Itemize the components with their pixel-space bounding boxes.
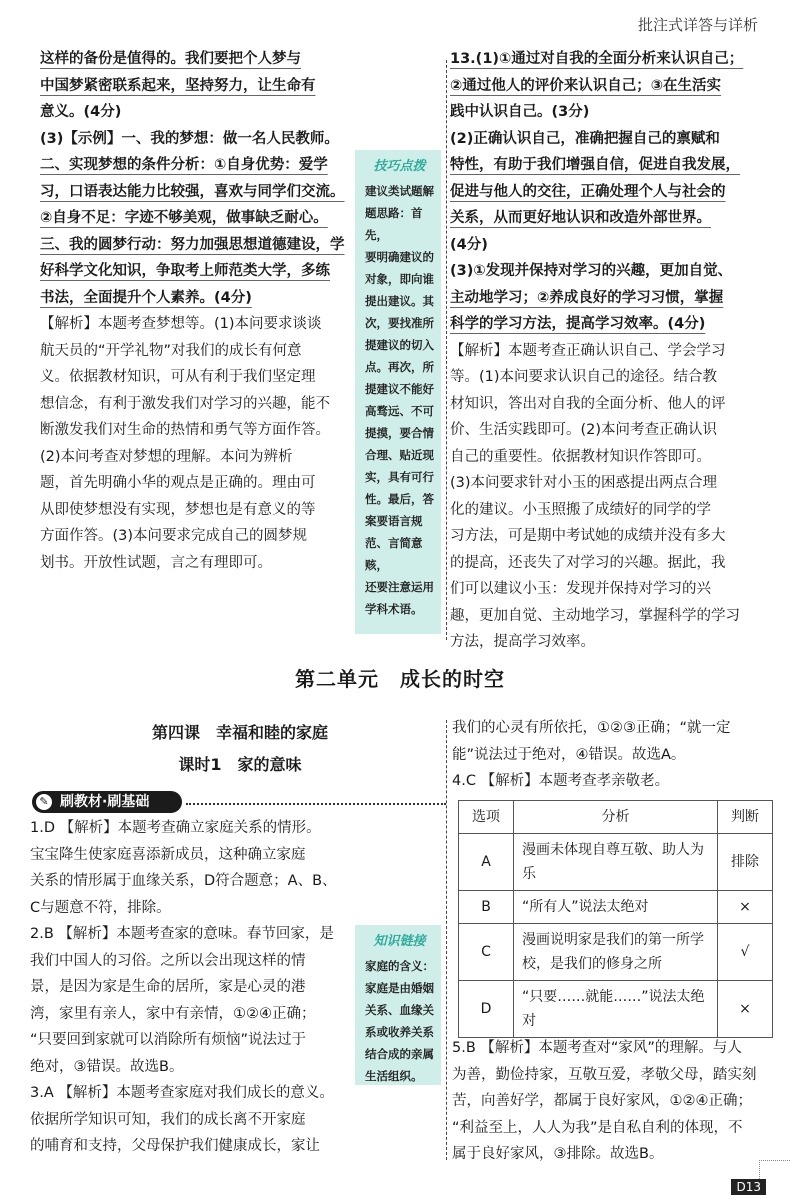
banner-label: 刷教材·刷基础	[60, 794, 150, 810]
answer-line: 主动地学习；②养成良好的学习习惯，掌握	[450, 289, 724, 306]
table-cell: B	[459, 891, 514, 924]
analysis-table	[458, 800, 773, 1038]
analysis-line: 方法，提高学习效率。	[450, 634, 595, 650]
answer-line: 绝对，③错误。故选B。	[30, 1058, 184, 1075]
lesson-subtitle: 课时1 家的意味	[178, 755, 302, 774]
answer-line: 13.(1)①通过对自我的全面分析来认识自己；	[450, 51, 744, 67]
tip-line: 范、言简意赅，	[365, 536, 423, 572]
knowledge-line: 结合成的亲属	[365, 1047, 434, 1061]
answer-line: 2.B 【解析】本题考查家的意味。春节回家，是	[30, 926, 334, 942]
analysis-line: 材知识，答出对自我的全面分析、他人的评	[450, 395, 726, 412]
answer-line: 依据所学知识可知，我们的成长离不开家庭	[30, 1111, 306, 1128]
answer-line: “利益至上，人人为我”是自私自利的体现，不	[452, 1119, 743, 1136]
table-cell: C	[459, 924, 514, 981]
analysis-line: 【解析】本题考查正确认识自己、学会学习	[450, 342, 726, 359]
table-header: 判断	[718, 801, 773, 834]
tip-line: 提摸，要合情	[365, 426, 434, 440]
analysis-line: 义。依据教材知识，可从有利于我们坚定理	[40, 369, 316, 385]
tip-line: 点。再次，所	[365, 360, 434, 374]
analysis-line: 断激发我们对生命的热情和勇气等方面作答。	[40, 422, 330, 438]
table-cell: 排除	[718, 834, 773, 891]
tip-line: 学科术语。	[365, 602, 423, 616]
table-cell: 漫画说明家是我们的第一所学校，是我们的修身之所	[514, 924, 718, 981]
table-header-row	[459, 801, 773, 834]
answer-line: 好科学文化知识，争取考上师范类大学，多练	[40, 263, 330, 279]
answer-line: 景，是因为家是生命的居所，家是心灵的港	[30, 979, 306, 995]
answer-line: (2)正确认识自己，准确把握自己的禀赋和	[450, 130, 720, 147]
analysis-line: 习方法，可是期中考试她的成绩并没有多大	[450, 528, 726, 544]
answer-line: 习，口语表达能力比较强，喜欢与同学们交流。	[40, 183, 345, 200]
tip-line: 题思路：首先，	[365, 206, 423, 242]
knowledge-box	[355, 925, 441, 1085]
answer-line: 特性，有助于我们增强自信，促进自我发展，	[450, 157, 740, 173]
answer-line: 宝宝降生使家庭喜添新成员，这种确立家庭	[30, 846, 306, 863]
table-cell: √	[718, 924, 773, 981]
answer-line: 中国梦紧密联系起来，坚持努力，让生命有	[40, 77, 316, 94]
answer-line: 5.B 【解析】本题考查对“家风”的理解。与人	[452, 1040, 742, 1056]
table-cell: ×	[718, 891, 773, 924]
analysis-line: (2)本问考查对梦想的理解。本问为辨析	[40, 448, 293, 465]
answer-line: 关系的情形属于血缘关系，D符合题意；A、B、	[30, 873, 337, 889]
answer-line: 促进与他人的交往，正确处理个人与社会的	[450, 183, 726, 200]
analysis-line: 想信念，有利于激发我们对学习的兴趣，能不	[40, 395, 330, 412]
answer-line: 这样的备份是值得的。我们要把个人梦与	[40, 51, 301, 67]
answer-line: C与题意不符，排除。	[30, 899, 171, 916]
analysis-line: 趣，更加自觉、主动地学习，掌握科学的学习	[450, 607, 740, 624]
column-divider	[446, 60, 447, 640]
analysis-line: 从即使梦想没有实现，梦想也是有意义的等	[40, 501, 316, 518]
tip-line: 案要语言规	[365, 514, 423, 528]
answer-line: (3)①发现并保持对学习的兴趣，更加自觉、	[450, 263, 733, 279]
tip-line: 性。最后，答	[365, 492, 434, 506]
tip-line: 还要注意运用	[365, 580, 434, 594]
analysis-line: 的提高，还丧失了对学习的兴趣。据此，我	[450, 554, 726, 571]
table-cell: D	[459, 981, 514, 1038]
answer-line: 4.C 【解析】本题考查孝亲敬老。	[452, 773, 670, 789]
analysis-line: (3)本问要求针对小玉的困惑提出两点合理	[450, 475, 718, 491]
table-row	[459, 891, 773, 924]
knowledge-line: 家庭是由婚姻	[365, 981, 434, 995]
table-cell: A	[459, 834, 514, 891]
answer-line: 1.D 【解析】本题考查确立家庭关系的情形。	[30, 820, 321, 836]
section-banner	[32, 791, 182, 813]
knowledge-line: 系或收养关系	[365, 1025, 434, 1039]
answer-line: 二、实现梦想的条件分析：①自身优势：爱学	[40, 157, 328, 173]
tip-box-title: 技巧点拨	[373, 159, 426, 174]
table-header: 分析	[514, 801, 718, 834]
analysis-line: 等。(1)本问要求认识自己的途径。结合教	[450, 369, 718, 385]
tip-line: 提出建议。其	[365, 294, 434, 308]
tip-line: 提建议的切入	[365, 338, 434, 352]
book-icon: ✎	[36, 794, 52, 810]
answer-line: 我们中国人的习俗。之所以会出现这样的情	[30, 952, 306, 969]
tip-line: 要明确建议的	[365, 250, 434, 264]
bottom-right-column-lower	[452, 1035, 782, 1168]
bottom-left-column	[30, 815, 350, 1160]
answer-line: 能”说法过于绝对，④错误。故选A。	[452, 746, 686, 763]
knowledge-box-title: 知识链接	[373, 934, 426, 949]
answer-line: 湾，家里有亲人，家中有亲情，①②④正确；	[30, 1005, 316, 1022]
analysis-line: 题，首先明确小华的观点是正确的。理由可	[40, 475, 316, 491]
top-right-column	[450, 46, 780, 656]
tip-line: 建议类试题解	[365, 184, 434, 198]
knowledge-line: 生活组织。	[365, 1069, 423, 1083]
tip-box	[355, 150, 441, 634]
answer-line: 3.A 【解析】本题考查家庭对我们成长的意义。	[30, 1085, 334, 1101]
answer-line: ②通过他人的评价来认识自己；③在生活实	[450, 77, 722, 94]
table-row	[459, 924, 773, 981]
tip-line: 高骛远、不可	[365, 404, 434, 418]
answer-line: “只要回到家就可以消除所有烦恼”说法过于	[30, 1032, 307, 1048]
tip-line: 对象，即向谁	[365, 272, 434, 286]
tip-line: 合理、贴近现	[365, 448, 434, 462]
knowledge-line: 家庭的含义：	[365, 959, 434, 973]
table-cell: ×	[718, 981, 773, 1038]
answer-line: 意义。(4分)	[40, 104, 122, 120]
answer-line: 书法，全面提升个人素养。(4分)	[40, 289, 252, 306]
answer-line: 三、我的圆梦行动：努力加强思想道德建设，学	[40, 236, 345, 253]
table-cell: “只要……就能……”说法太绝对	[514, 981, 718, 1038]
analysis-line: 自己的重要性。依据教材知识作答即可。	[450, 448, 711, 465]
knowledge-line: 关系、血缘关	[365, 1003, 434, 1017]
answer-line: (3)【示例】一、我的梦想：做一名人民教师。	[40, 130, 339, 147]
header-title: 批注式详答与详析	[637, 16, 758, 34]
answer-line: 苦，向善好学，都属于良好家风，①②④正确；	[452, 1093, 752, 1109]
unit-title: 第二单元 成长的时空	[295, 667, 505, 691]
column-divider	[446, 720, 447, 1160]
tip-line: 实，具有可行	[365, 470, 434, 484]
lesson-title: 第四课 幸福和睦的家庭	[151, 723, 328, 742]
table-header: 选项	[459, 801, 514, 834]
tip-line: 提建议不能好	[365, 382, 434, 396]
answer-line: 关系，从而更好地认识和改造外部世界。	[450, 210, 711, 226]
answer-line: 践中认识自己。(3分)	[450, 104, 590, 120]
answer-line: 我们的心灵有所依托，①②③正确；“就一定	[452, 720, 731, 736]
table-row	[459, 981, 773, 1038]
answer-line: ②自身不足：字迹不够美观，做事缺乏耐心。	[40, 210, 328, 226]
table-row	[459, 834, 773, 891]
tip-line: 次，要找准所	[365, 316, 434, 330]
top-left-column	[40, 46, 350, 576]
analysis-line: 们可以建议小玉：发现并保持对学习的兴	[450, 581, 711, 597]
answer-line: 为善，勤俭持家，互敬互爱，孝敬父母，踏实刻	[452, 1066, 757, 1083]
banner-divider	[186, 803, 446, 805]
answer-line: (4分)	[450, 236, 488, 253]
bottom-right-column	[452, 715, 782, 795]
analysis-line: 航天员的“开学礼物”对我们的成长有何意	[40, 342, 302, 359]
analysis-line: 价、生活实践即可。(2)本问考查正确认识	[450, 422, 718, 438]
analysis-line: 【解析】本题考查梦想等。(1)本问要求谈谈	[40, 316, 322, 332]
analysis-line: 化的建议。小玉照搬了成绩好的同学的学	[450, 501, 711, 518]
answer-line: 科学的学习方法，提高学习效率。(4分)	[450, 316, 706, 332]
page-number: D13	[731, 1179, 766, 1195]
analysis-line: 划书。开放性试题，言之有理即可。	[40, 554, 272, 571]
answer-line: 属于良好家风，③排除。故选B。	[452, 1146, 664, 1162]
table-cell: “所有人”说法太绝对	[514, 891, 718, 924]
analysis-line: 方面作答。(3)本问要求完成自己的圆梦规	[40, 528, 308, 544]
table-cell: 漫画未体现自尊互敬、助人为乐	[514, 834, 718, 891]
answer-line: 的哺育和支持，父母保护我们健康成长，家让	[30, 1138, 320, 1154]
